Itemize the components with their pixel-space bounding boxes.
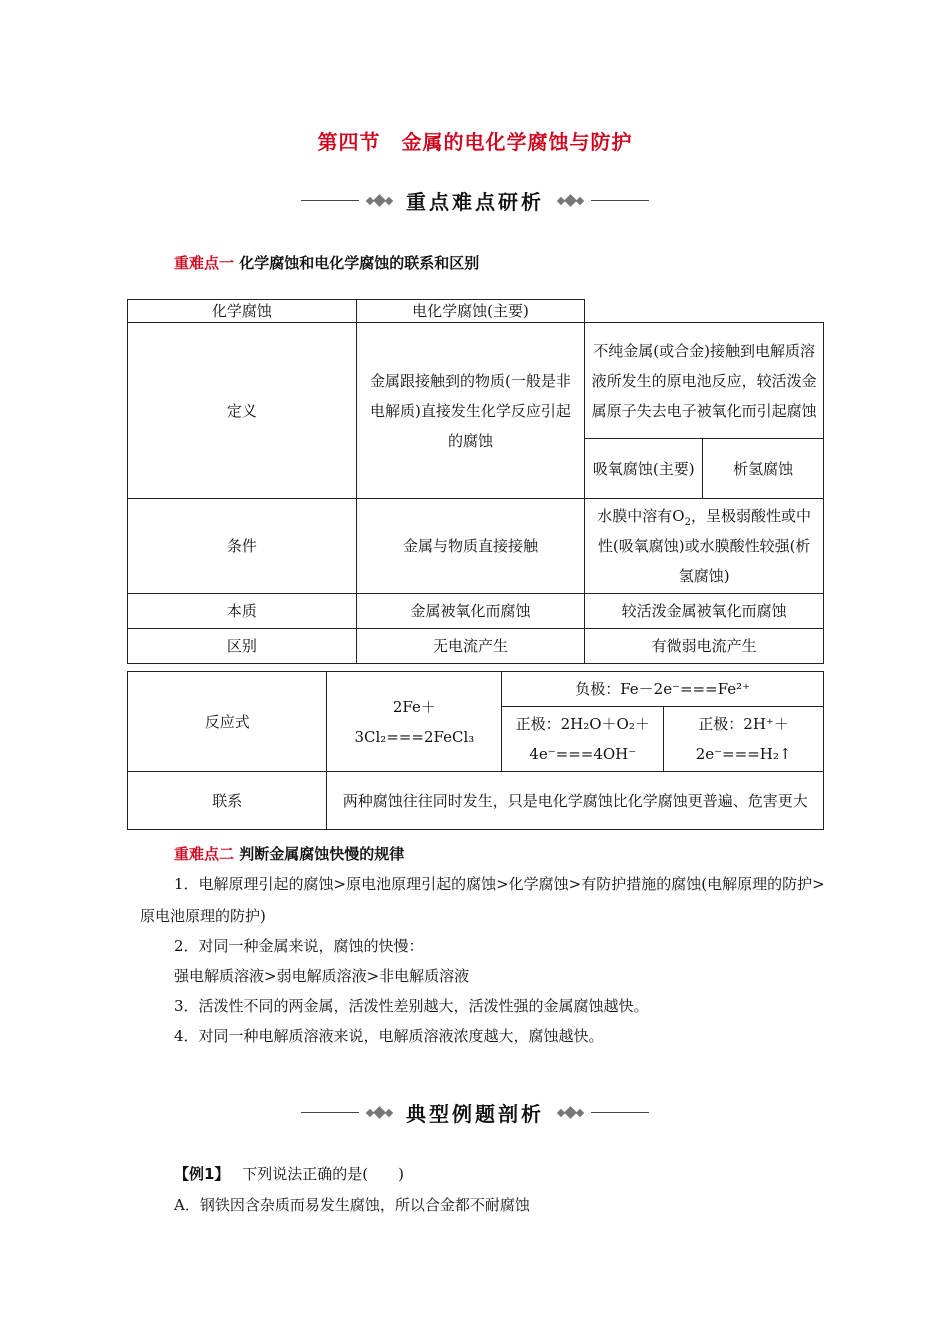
- section-banner-key-points: [0, 186, 950, 215]
- rule-2: 2．对同一种金属来说，腐蚀的快慢：: [174, 937, 424, 955]
- key-point-text: 判断金属腐蚀快慢的规律: [239, 845, 405, 863]
- row-label: 本质: [128, 594, 357, 629]
- table-cell: 正极：2H₂O＋O₂＋4e⁻===4OH⁻: [502, 707, 664, 772]
- key-point-heading: [174, 843, 404, 864]
- section-heading: 典型例题剖析: [406, 1102, 544, 1126]
- diamond-ornament-icon: [367, 196, 392, 205]
- divider: [301, 1112, 359, 1113]
- divider: [591, 1112, 649, 1113]
- comparison-table: [127, 299, 824, 664]
- table-header: 化学腐蚀: [128, 300, 357, 323]
- rule-2-detail: 强电解质溶液>弱电解质溶液>非电解质溶液: [174, 967, 470, 985]
- key-point-text: 化学腐蚀和电化学腐蚀的联系和区别: [239, 254, 480, 272]
- section-banner-examples: [0, 1098, 950, 1127]
- row-label: 联系: [128, 772, 327, 830]
- table-cell: 金属跟接触到的物质(一般是非电解质)直接发生化学反应引起的腐蚀: [356, 323, 585, 499]
- example-option-a: A．钢铁因含杂质而易发生腐蚀，所以合金都不耐腐蚀: [174, 1196, 530, 1214]
- table-cell: 两种腐蚀往往同时发生，只是电化学腐蚀比化学腐蚀更普遍、危害更大: [327, 772, 824, 830]
- diamond-ornament-icon: [558, 1108, 583, 1117]
- table-header: 电化学腐蚀(主要): [356, 300, 585, 323]
- table-cell: 金属被氧化而腐蚀: [356, 594, 585, 629]
- row-label: 条件: [128, 499, 357, 594]
- key-point-tag: 重难点二: [174, 845, 235, 863]
- table-cell: 2Fe＋3Cl₂===2FeCl₃: [327, 672, 502, 772]
- section-heading: 重点难点研析: [406, 190, 544, 214]
- table-cell: 析氢腐蚀: [703, 439, 824, 499]
- row-label: 区别: [128, 629, 357, 664]
- rule-4: 4．对同一种电解质溶液来说，电解质溶液浓度越大，腐蚀越快。: [174, 1027, 604, 1045]
- diamond-ornament-icon: [558, 196, 583, 205]
- table-cell: 吸氧腐蚀(主要): [585, 439, 703, 499]
- row-label: 定义: [128, 323, 357, 499]
- table-cell: 正极：2H⁺＋2e⁻===H₂↑: [664, 707, 824, 772]
- reaction-table: [127, 671, 824, 830]
- diamond-ornament-icon: [367, 1108, 392, 1117]
- example-tag: 【例1】: [174, 1165, 230, 1183]
- key-point-tag: 重难点一: [174, 254, 235, 272]
- row-label: 反应式: [128, 672, 327, 772]
- example-text: 下列说法正确的是( ): [242, 1165, 404, 1183]
- rule-3: 3．活泼性不同的两金属，活泼性差别越大，活泼性强的金属腐蚀越快。: [174, 997, 649, 1015]
- table-cell: 负极：Fe－2e⁻===Fe²⁺: [502, 672, 824, 707]
- divider: [591, 200, 649, 201]
- table-cell: 水膜中溶有$O_2$，呈极弱酸性或中性(吸氧腐蚀)或水膜酸性较强(析氢腐蚀): [585, 499, 824, 594]
- table-cell: 有微弱电流产生: [585, 629, 824, 664]
- table-cell: 较活泼金属被氧化而腐蚀: [585, 594, 824, 629]
- example-question: [174, 1163, 404, 1184]
- rule-1: 1．电解原理引起的腐蚀>原电池原理引起的腐蚀>化学腐蚀>有防护措施的腐蚀(电解原理的防护>原电池原理的防护): [140, 875, 825, 925]
- table-cell: 无电流产生: [356, 629, 585, 664]
- table-cell: 金属与物质直接接触: [356, 499, 585, 594]
- table-cell: 不纯金属(或合金)接触到电解质溶液所发生的原电池反应，较活泼金属原子失去电子被氧化而引起腐蚀: [585, 323, 824, 439]
- page-title: 第四节 金属的电化学腐蚀与防护: [317, 130, 633, 154]
- divider: [301, 200, 359, 201]
- key-point-heading: [174, 252, 479, 273]
